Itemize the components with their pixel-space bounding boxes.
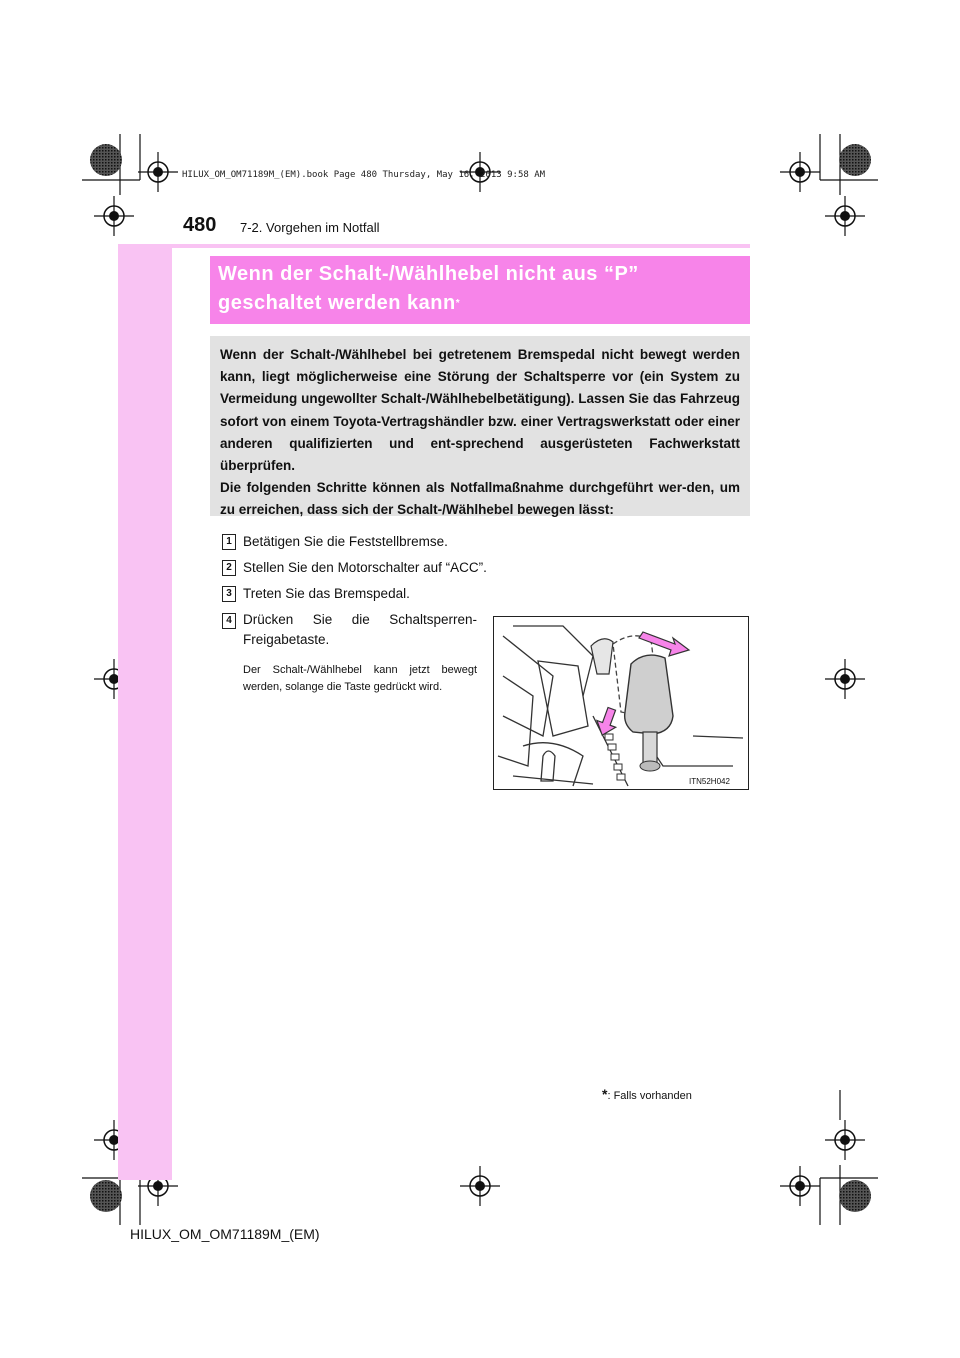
intro-paragraph-1: Wenn der Schalt-/Wählhebel bei getretenem Bremspedal nicht bewegt werden kann, liegt möglicherweise eine Störung der Schaltsperre vor (ein System zu Vermeidung ungewollter Schalt-/Wählhebelbetätigung). Lassen Sie das Fahrzeug sofort von einem Toyota-Vertragshändler bzw. einer Vertragswerkstatt oder einer anderen qualifizierten und ent-sprechend ausgerüsteten Fachwerkstatt überprüfen. [220,347,740,474]
footnote-mark: * [602,1086,608,1102]
step-number-4: 4 [222,613,236,629]
section-title: 7-2. Vorgehen im Notfall [240,220,380,235]
step-2-text: Stellen Sie den Motorschalter auf “ACC”. [243,560,487,575]
shift-lock-release-illustration [493,616,749,790]
step-number-1: 1 [222,534,236,550]
intro-paragraph-2: Die folgenden Schritte können als Notfallmaßnahme durchgeführt wer-den, um zu erreichen, dass sich der Schalt-/Wählhebel bewegen lässt: [220,480,740,518]
footnote [602,1086,692,1102]
footer-document-code: HILUX_OM_OM71189M_(EM) [130,1226,320,1242]
step-number-2: 2 [222,560,236,576]
step-1-text: Betätigen Sie die Feststellbremse. [243,534,448,549]
figure-code: ITN52H042 [689,777,730,786]
page-title-line1: Wenn der Schalt-/Wählhebel nicht aus “P” [218,263,639,285]
accent-top-rule [118,244,750,248]
step-4-note: Der Schalt-/Wählhebel kann jetzt bewegt werden, solange die Taste gedrückt wird. [243,664,477,693]
accent-side-band [118,244,172,1180]
optional-equipment-mark: * [455,298,461,309]
page-title [218,260,639,318]
book-info-line: HILUX_OM_OM71189M_(EM).book Page 480 Thursday, May 16, 2013 9:58 AM [182,170,546,180]
footnote-text: : Falls vorhanden [607,1090,692,1102]
page-number: 480 [183,214,217,236]
page-title-line2: geschaltet werden kann [218,292,456,314]
step-number-3: 3 [222,586,236,602]
intro-text [220,344,740,522]
step-4-text: Drücken Sie die Schaltsperren-Freigabetaste. [243,612,477,647]
step-3-text: Treten Sie das Bremspedal. [243,586,410,601]
